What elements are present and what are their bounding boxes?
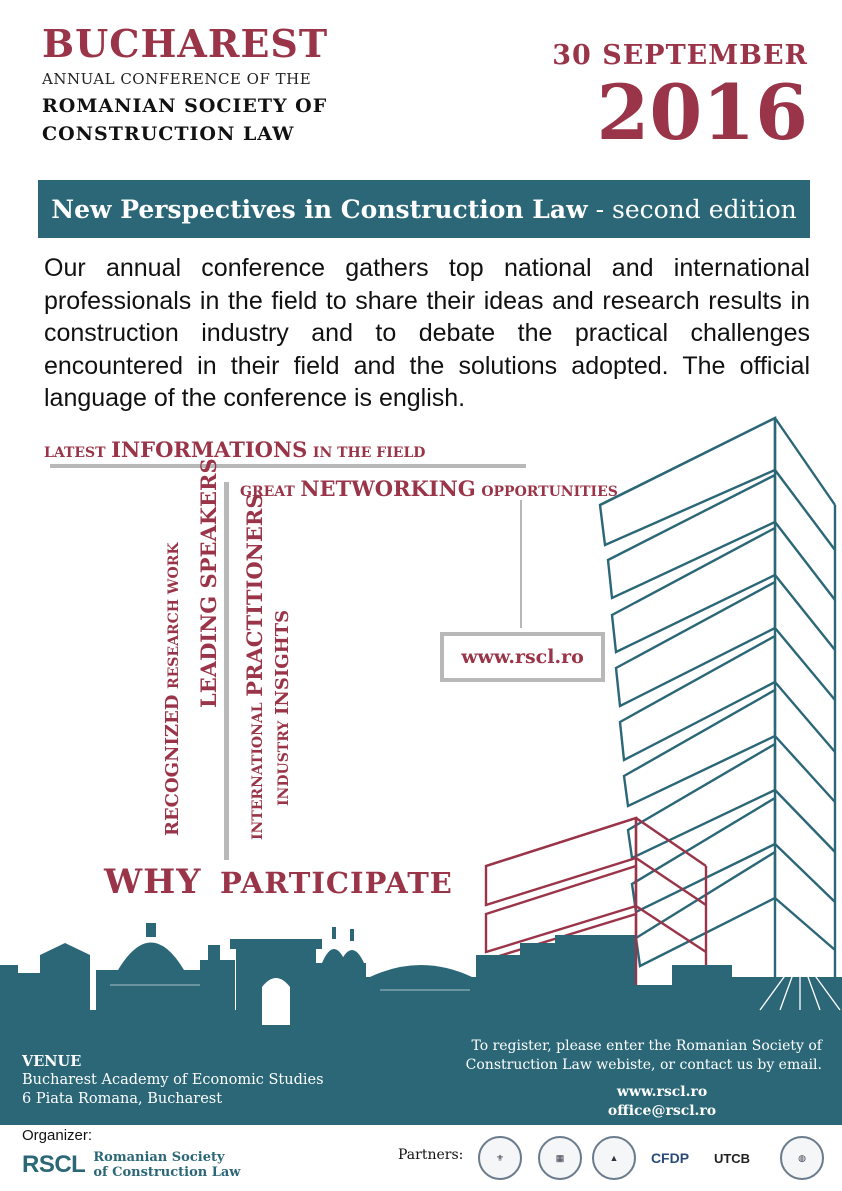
event-date: 30 SEPTEMBER: [552, 40, 808, 71]
latest-informations: LATEST INFORMATIONS IN THE FIELD: [44, 437, 426, 462]
partner-academy-icon: ▦: [538, 1136, 582, 1180]
partner-cfdp-logo: CFDP: [650, 1150, 690, 1166]
rscl-logo-text: RSCL: [22, 1151, 86, 1178]
venue-line-1: Bucharest Academy of Economic Studies: [22, 1072, 324, 1088]
event-year: 2016: [596, 68, 808, 157]
partner-seal-icon: ⚜: [478, 1136, 522, 1180]
register-block: [462, 1037, 822, 1121]
register-url[interactable]: www.rscl.ro: [616, 1084, 708, 1100]
org-line-2: CONSTRUCTION LAW: [42, 123, 295, 145]
venue-block: [22, 1052, 324, 1109]
divider-url: [520, 500, 522, 628]
venue-line-2: 6 Piata Romana, Bucharest: [22, 1091, 223, 1107]
organizer-logo: [22, 1150, 241, 1180]
industry-insights: INDUSTRY INSIGHTS: [272, 609, 293, 806]
venue-title: VENUE: [22, 1053, 82, 1070]
partners-label: Partners:: [398, 1147, 464, 1163]
great-networking: GREAT NETWORKING OPPORTUNITIES: [240, 476, 618, 501]
leading-speakers: LEADING SPEAKERS: [196, 458, 221, 708]
register-text: To register, please enter the Romanian Society of Construction Law webiste, or contact us by email.: [465, 1038, 822, 1073]
partner-university-icon: ▲: [592, 1136, 636, 1180]
recognized-research: RECOGNIZED RESEARCH WORK: [162, 542, 183, 836]
divider-horizontal: [50, 464, 526, 468]
conference-subtitle: ANNUAL CONFERENCE OF THE: [42, 70, 312, 88]
register-email[interactable]: office@rscl.ro: [607, 1103, 717, 1119]
partner-utcb-logo: UTCB: [713, 1150, 751, 1166]
why-label: WHY: [104, 862, 202, 902]
partner-globe-icon: ◍: [780, 1136, 824, 1180]
intro-paragraph: Our annual conference gathers top national and international professionals in the field to share their ideas and research results in construction industry and to debate the practical challenges encountered in their field and the solutions adopted. The official language of the conference is english.: [44, 254, 810, 412]
international-practitioners: INTERNATIONAL PRACTITIONERS: [242, 493, 267, 840]
organizer-label: Organizer:: [22, 1127, 93, 1144]
participate-label: PARTICIPATE: [220, 866, 453, 900]
banner-edition: - second edition: [595, 194, 797, 224]
banner-title: New Perspectives in Construction Law: [51, 194, 588, 224]
divider-vertical: [224, 482, 229, 860]
org-line-1: ROMANIAN SOCIETY OF: [42, 95, 328, 117]
organizer-name: Romanian Society of Construction Law: [93, 1150, 241, 1180]
website-box[interactable]: www.rscl.ro: [440, 632, 605, 682]
city-title: BUCHAREST: [42, 21, 329, 66]
